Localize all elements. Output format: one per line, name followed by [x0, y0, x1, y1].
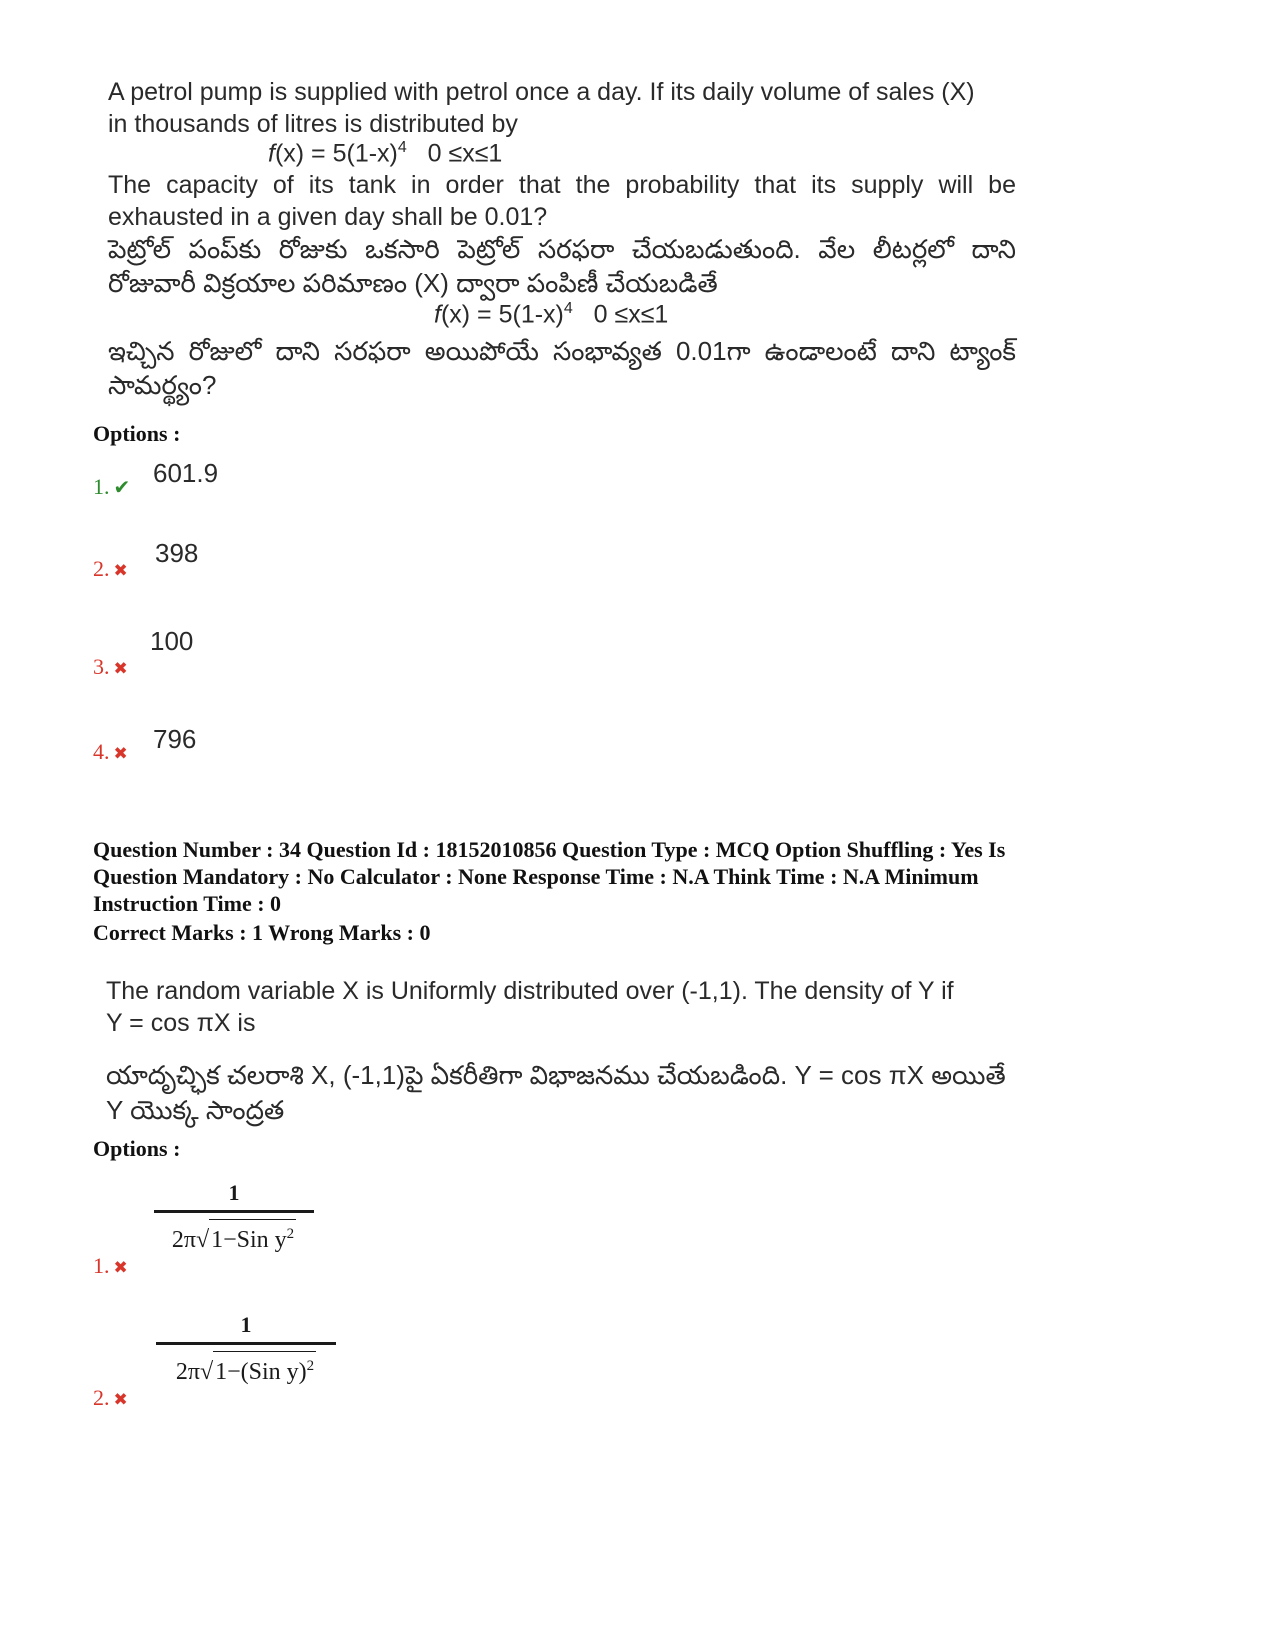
- cross-icon: ✖: [113, 1258, 128, 1278]
- question-33-english-line2: in thousands of litres is distributed by: [108, 110, 518, 138]
- question-34-marks: Correct Marks : 1 Wrong Marks : 0: [93, 920, 431, 945]
- option-number: 2.: [93, 556, 110, 581]
- fraction-bar: [154, 1210, 314, 1213]
- option-2-number: [93, 556, 128, 582]
- option-number: 2.: [93, 1385, 110, 1410]
- question-34-text: [106, 975, 1026, 1039]
- radicand: [209, 1219, 296, 1254]
- option-3-value: 100: [150, 626, 194, 656]
- question-33-english-line1: A petrol pump is supplied with petrol once a day. If its daily volume of sales (X): [108, 78, 975, 106]
- formula-exponent: 4: [397, 139, 407, 156]
- formula-exponent: 4: [563, 300, 573, 317]
- option-4-value: 796: [153, 724, 197, 754]
- radicand: [213, 1351, 316, 1386]
- option-2-fraction: [156, 1312, 336, 1386]
- question-34-option-2-number: [93, 1385, 128, 1411]
- cross-icon: ✖: [113, 1390, 128, 1410]
- denominator-prefix: 2π: [175, 1359, 200, 1385]
- formula-body: (x) = 5(1-x): [440, 300, 564, 329]
- telugu-text: యాదృచ్ఛిక చలరాశి X, (-1,1)పై ఏకరీతిగా విభాజనము చేయబడింది. Y = cos πX అయితే Y యొక్క సాంద్రత: [106, 1060, 1006, 1125]
- formula-fx: f: [434, 300, 441, 329]
- radicand-exponent: 2: [306, 1358, 315, 1374]
- option-1-value: 601.9: [153, 458, 219, 488]
- cross-icon: ✖: [113, 744, 128, 764]
- sqrt-symbol: √: [195, 1227, 210, 1253]
- option-number: 4.: [93, 739, 110, 764]
- fraction-numerator: 1: [228, 1180, 240, 1205]
- question-34-meta: Question Number : 34 Question Id : 18152010856 Question Type : MCQ Option Shuffling : Yes Is Question Mandatory : No Calculator : None Response Time : N.A Think Time : N.A Minimum Instruction Time : 0: [93, 837, 1006, 916]
- option-number: 1.: [93, 474, 110, 499]
- question-33-telugu-intro: [108, 232, 1016, 300]
- sqrt-symbol: √: [199, 1359, 214, 1385]
- fraction-numerator: 1: [240, 1312, 252, 1337]
- question-33-formula-telugu: [434, 300, 668, 329]
- radicand-exponent: 2: [286, 1226, 295, 1242]
- question-33-formula-english: [268, 139, 502, 168]
- english-question-text: The capacity of its tank in order that the probability that its supply will be exhausted in a given day shall be 0.01?: [108, 171, 1016, 231]
- question-33-text: [108, 76, 1018, 140]
- formula-body: (x) = 5(1-x): [274, 139, 398, 168]
- question-33-options-label: Options :: [93, 421, 181, 446]
- question-33-telugu-question: [108, 334, 1016, 402]
- check-icon: ✔: [113, 475, 131, 499]
- option-2-value: 398: [155, 538, 199, 568]
- radicand-text: 1−(Sin y): [215, 1359, 307, 1385]
- option-3-number: [93, 654, 128, 680]
- question-33-english-question: [108, 169, 1016, 233]
- option-1-fraction: [154, 1180, 314, 1254]
- denominator-prefix: 2π: [171, 1227, 196, 1253]
- option-number: 3.: [93, 654, 110, 679]
- fraction-denominator: [154, 1219, 314, 1254]
- question-34-options-label: Options :: [93, 1136, 181, 1161]
- cross-icon: ✖: [113, 561, 128, 581]
- radicand-text: 1−Sin y: [211, 1227, 287, 1253]
- cross-icon: ✖: [113, 659, 128, 679]
- formula-range: 0 ≤x≤1: [593, 300, 669, 329]
- question-34-english-line1: The random variable X is Uniformly distributed over (-1,1). The density of Y if: [106, 977, 954, 1005]
- question-34-option-1-number: [93, 1253, 128, 1279]
- fraction-denominator: [156, 1351, 336, 1386]
- telugu-question-text: ఇచ్చిన రోజులో దాని సరఫరా అయిపోయే సంభావ్యత 0.01గా ఉండాలంటే దాని ట్యాంక్ సామర్థ్యం?: [108, 336, 1016, 400]
- question-34-telugu: [106, 1058, 1018, 1128]
- formula-fx: f: [268, 139, 275, 168]
- option-4-number: [93, 739, 128, 765]
- fraction-bar: [156, 1342, 336, 1345]
- telugu-intro-text: పెట్రోల్ పంప్‌కు రోజుకు ఒకసారి పెట్రోల్ సరఫరా చేయబడుతుంది. వేల లీటర్లలో దాని రోజువారీ విక్రయాల పరిమాణం (X) ద్వారా పంపిణీ చేయబడితే: [108, 234, 1016, 298]
- option-1-number: [93, 474, 130, 500]
- question-34-english-line2: Y = cos πX is: [106, 1009, 256, 1037]
- option-number: 1.: [93, 1253, 110, 1278]
- formula-range: 0 ≤x≤1: [427, 139, 503, 168]
